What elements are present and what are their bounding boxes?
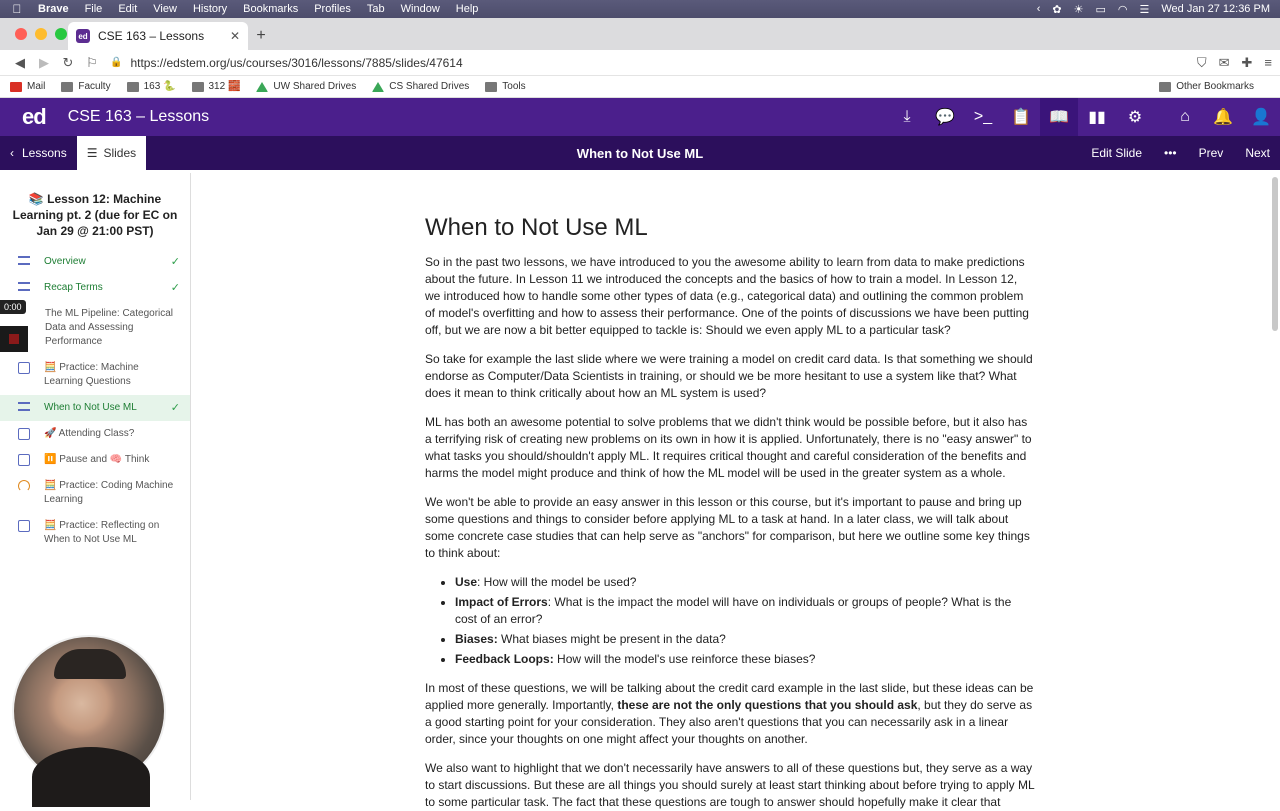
paragraph-discussion: We also want to highlight that we don't necessarily have answers to all of these questions but, they serve as a way to start discussions. But these are all things you should surely at least start thinking about before trying to apply ML to some particular task. The fact that these questions are tough to answer should hopefully make it clear that [425,761,1035,809]
openai-icon[interactable]: ✿ [1052,3,1062,16]
slide-item-attending-class[interactable]: 🚀 Attending Class? [0,421,190,447]
ed-logo[interactable]: ed [22,104,46,129]
stop-recording-button[interactable] [0,326,28,352]
bookmarks-bar [0,76,1280,98]
new-tab-button[interactable]: + [256,27,266,44]
apple-icon[interactable] [10,2,24,16]
slide-item-practice-coding-ml[interactable]: 🧮 Practice: Coding Machine Learning [0,473,190,513]
bookmark-uw-shared-drives[interactable]: UW Shared Drives [256,81,356,92]
key-questions-list [455,574,1035,668]
check-icon: ✓ [170,402,180,414]
settings-gear-icon[interactable]: ⚙ [1127,109,1143,126]
slide-item-overview[interactable]: Overview ✓ [0,249,190,275]
quiz-icon [18,454,30,466]
menu-edit[interactable]: Edit [118,3,138,15]
slide-item-pause-and-think[interactable]: ⏸️ Pause and 🧠 Think [0,447,190,473]
bookmark-163[interactable]: 163 🐍 [127,81,176,92]
folder-icon [1159,82,1171,92]
brightness-icon[interactable]: ☀ [1073,3,1084,16]
slide-item-ml-pipeline[interactable]: The ML Pipeline: Categorical Data and Assessing Performance [45,308,174,347]
ed-favicon-icon: ed [76,29,90,43]
paragraph-potential: ML has both an awesome potential to solve problems that we didn't think would be possible before, but it also has a terrifying risk of creating new problems on its own in how it is applied. Unfortunately, there is no "easy answer" to what tasks you should/shouldn't apply ML. It requires critical thought and careful consideration of the benefits and harms the model might produce and think of how the ML model will be used in the greater system as a whole. [425,415,1032,480]
list-icon: ☰ [86,146,98,160]
home-icon[interactable]: ⌂ [1180,108,1190,125]
battery-icon[interactable]: ▭ [1095,3,1106,16]
webcam-overlay [12,635,166,787]
menu-window[interactable]: Window [400,3,440,15]
discussion-icon[interactable]: 💬 [935,109,955,126]
url-text[interactable]: https://edstem.org/us/courses/3016/lessons/7885/slides/47614 [130,55,463,70]
slide-title: When to Not Use ML [576,145,704,161]
folder-icon [485,82,497,92]
paragraph-importantly: In most of these questions, we will be talking about the credit card example in the last slide, but these ideas can be applied more generally. Importantly, these are not the only questions that you should ask, but they do serve as a good starting point for your consideration. They also aren't questions that you can necessarily ask in a linear order, since your thoughts on one might affect your thoughts on another. [425,681,1034,746]
menu-view[interactable]: View [153,3,177,15]
extensions-icon[interactable]: ✚ [1241,54,1253,70]
back-to-lessons-button[interactable]: ‹ Lessons [10,146,67,160]
quiz-icon [18,362,30,374]
stop-icon [9,334,19,344]
close-window-button[interactable] [15,28,27,40]
lessons-book-icon[interactable]: 📖 [1040,98,1078,136]
brave-shield-icon[interactable]: ⛉ [1196,54,1207,70]
check-icon: ✓ [170,256,180,268]
bookmark-page-icon[interactable]: ⚐ [86,54,98,70]
download-icon[interactable]: ⤓ [903,108,911,125]
wifi-icon[interactable]: ◠ [1117,3,1128,16]
terminal-icon[interactable]: >_ [973,108,993,125]
slide-sidebar [0,173,191,800]
document-icon [18,402,30,411]
clipboard-icon[interactable]: 📋 [1011,109,1031,126]
list-item: • Biases: What biases might be present in the data? [455,631,1035,648]
paragraph-credit-card: So take for example the last slide where we were training a model on credit card data. Is that something we should endorse as Computer/Data Scientists in training, or should we be more hesitant to use a system like that? What does it mean to think critically about how an ML system is used? [425,352,1033,400]
edit-slide-button[interactable]: Edit Slide [1091,146,1143,160]
minimize-window-button[interactable] [35,28,47,40]
list-item: • Impact of Errors: What is the impact the model will have on individuals or groups of people? What is the cost of an error? [455,594,1035,628]
gmail-icon [10,82,22,92]
google-drive-icon [256,82,268,92]
menu-brave[interactable]: Brave [38,3,69,15]
slide-content [191,173,1280,809]
bookmark-other[interactable]: Other Bookmarks [1159,81,1254,92]
ed-header [0,98,1280,136]
notification-bell-icon[interactable]: 🔔 [1213,109,1233,126]
browser-tabbar [0,18,1280,50]
browser-menu-icon[interactable]: ≡ [1264,55,1272,70]
folder-icon [61,82,73,92]
bookmark-312[interactable]: 312 🧱 [192,81,241,92]
menu-bookmarks[interactable]: Bookmarks [243,3,299,15]
slide-heading: When to Not Use ML [425,214,648,241]
list-item: • Use: How will the model be used? [455,574,1035,591]
recording-timer: 0:00 [0,300,26,314]
menu-tab[interactable]: Tab [366,3,385,15]
menu-profiles[interactable]: Profiles [314,3,351,15]
slide-item-practice-reflecting[interactable]: 🧮 Practice: Reflecting on When to Not Use ML [0,513,190,553]
analytics-icon[interactable]: ▮▮ [1088,109,1106,126]
lesson-title: 📚 Lesson 12: Machine Learning pt. 2 (due for EC on Jan 29 @ 21:00 PST) [12,192,178,238]
menu-file[interactable]: File [84,3,103,15]
back-button[interactable]: ◀ [15,54,25,70]
slide-list [0,249,190,553]
document-icon [18,282,30,291]
slide-item-recap-terms[interactable]: Recap Terms ✓ [0,275,190,301]
content-scrollbar[interactable] [1272,177,1278,331]
check-icon: ✓ [170,282,180,294]
more-options-button[interactable]: ••• [1164,146,1177,160]
chevron-left-icon[interactable]: ‹ [1036,3,1041,15]
next-button[interactable]: Next [1245,146,1270,160]
course-title[interactable]: CSE 163 – Lessons [67,108,210,125]
bookmark-mail[interactable]: Mail [10,81,45,92]
bookmark-faculty[interactable]: Faculty [61,81,110,92]
lock-icon[interactable]: 🔒 [110,57,123,68]
folder-icon [127,82,139,92]
bookmark-tools[interactable]: Tools [485,81,525,92]
folder-icon [192,82,204,92]
forward-button[interactable]: ▶ [39,54,49,70]
window-controls [15,28,67,40]
bookmark-cs-shared-drives[interactable]: CS Shared Drives [372,81,469,92]
document-icon [18,256,30,265]
paragraph-questions: We won't be able to provide an easy answer in this lesson or this course, but it's important to pause and bring up some questions and things to consider before applying ML to a task at hand. In a later class, we will talk about some concrete case studies that can help serve as "anchors" for comparison, but here we outline some key things to think about: [425,495,1030,560]
list-item: • Feedback Loops: How will the model's use reinforce these biases? [455,651,1035,668]
slides-toggle-button[interactable]: ☰ Slides [77,136,146,170]
google-drive-icon [372,82,384,92]
code-icon [18,480,30,492]
slide-item-when-to-not-use-ml[interactable]: When to Not Use ML ✓ [0,395,190,421]
reload-button[interactable]: ↻ [62,54,74,70]
menu-help[interactable]: Help [455,3,479,15]
quiz-icon [18,428,30,440]
close-tab-icon[interactable]: ✕ [229,29,240,43]
address-toolbar [0,50,1280,76]
mac-menubar [0,0,1280,18]
mail-extension-icon[interactable]: ✉ [1218,54,1230,70]
slide-item-practice-ml-questions[interactable]: 🧮 Practice: Machine Learning Questions [0,355,190,395]
menu-history[interactable]: History [192,3,228,15]
menubar-clock[interactable]: Wed Jan 27 12:36 PM [1161,3,1270,15]
chevron-left-icon: ‹ [10,146,14,160]
control-center-icon[interactable]: ☰ [1139,3,1150,16]
user-avatar-icon[interactable]: 👤 [1251,109,1271,126]
browser-tab-active[interactable] [68,22,248,50]
quiz-icon [18,520,30,532]
prev-button[interactable]: Prev [1198,146,1224,160]
tab-title: CSE 163 – Lessons [98,29,205,43]
slide-toolbar [0,136,1280,170]
maximize-window-button[interactable] [55,28,67,40]
paragraph-intro: So in the past two lessons, we have introduced to you the awesome ability to learn from data to make predictions about the future. In Lesson 11 we introduced the concepts and the basics of how to train a model. In Lesson 12, we introduced how to handle some other types of data (e.g., categorical data) and outlining the common problem of model's overfitting and how to assess their performance. One of the points of discussions we have been putting off, but we are now a bit better equipped to tackle is: Should we even apply ML to a particular task? [425,255,1029,337]
url-bar[interactable] [104,52,1197,74]
